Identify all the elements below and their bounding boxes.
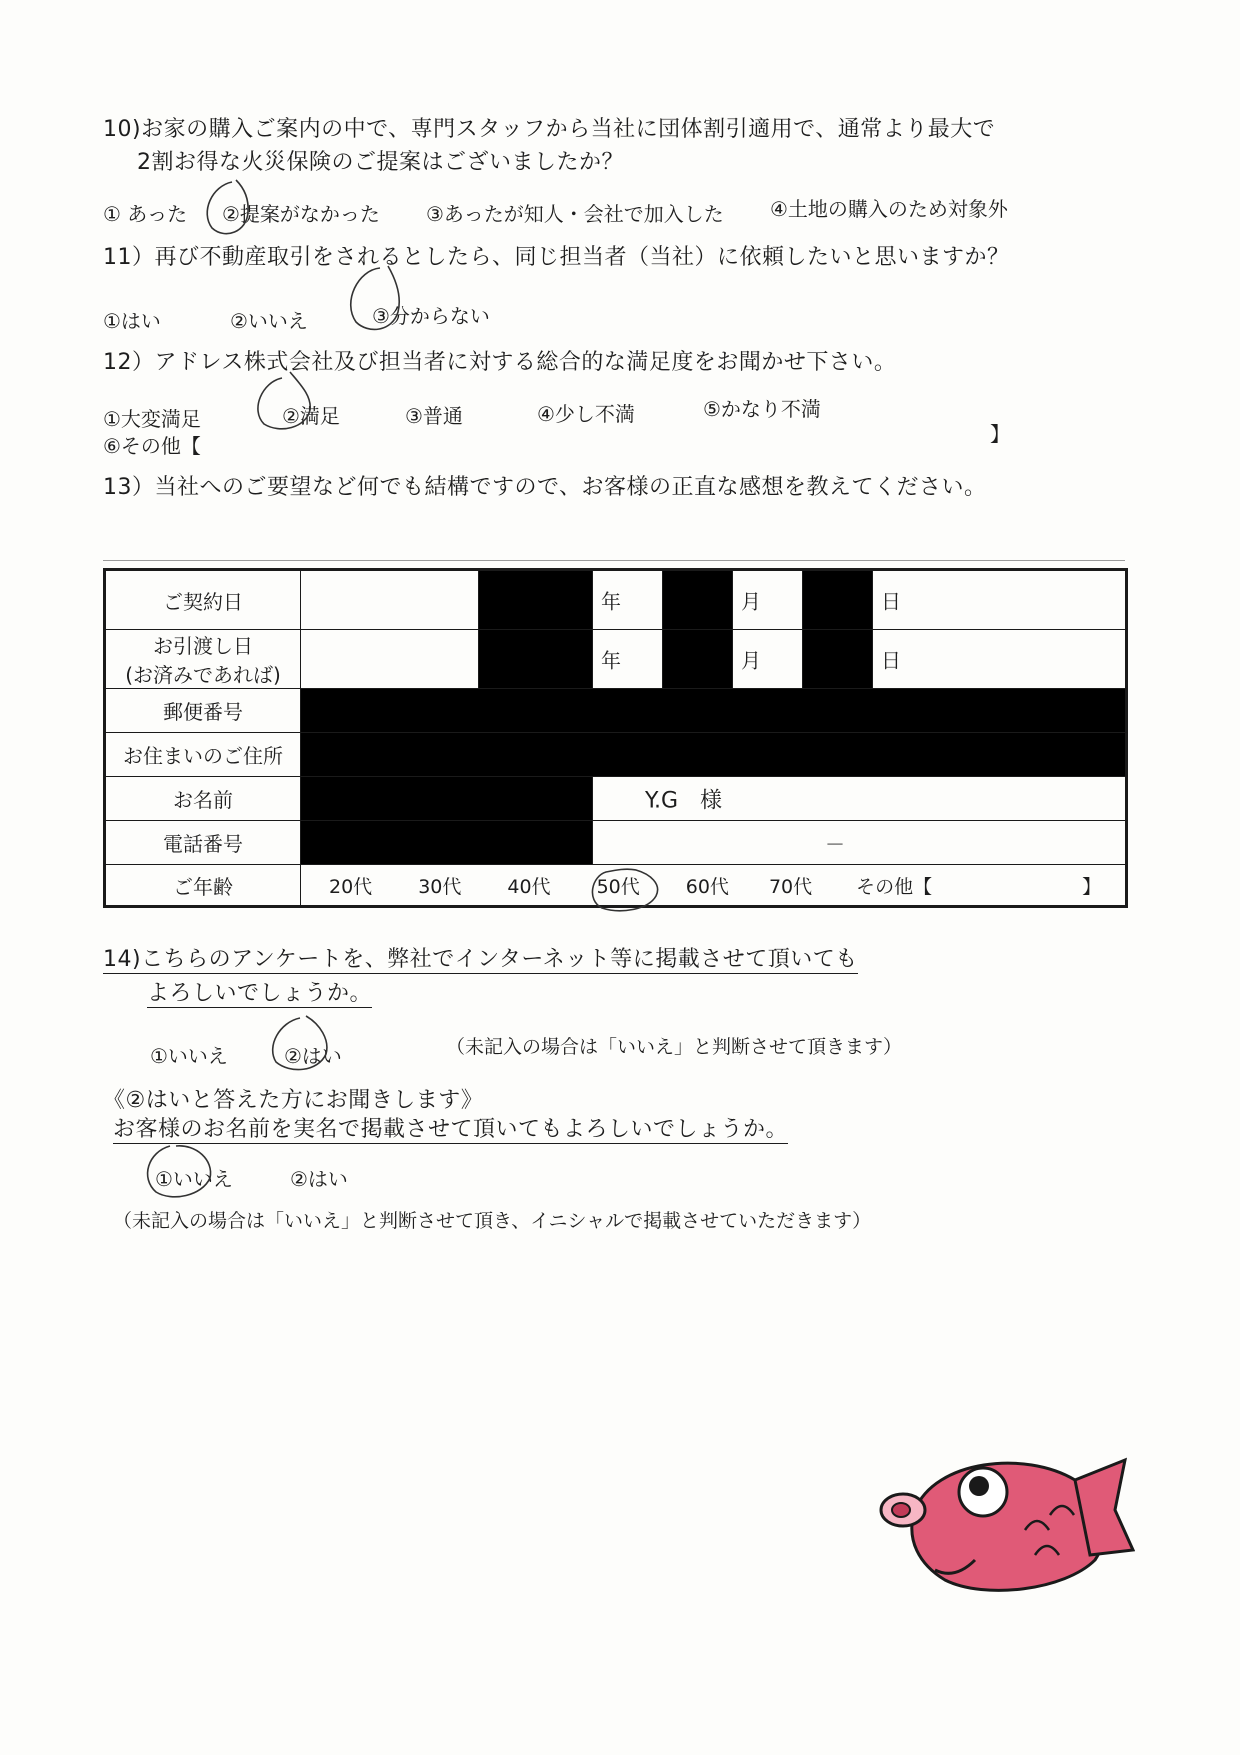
name-value-cell[interactable] — [593, 777, 1127, 821]
name-value: Y.G 様 — [645, 788, 723, 813]
q12-option-1[interactable]: ①大変満足 — [103, 407, 201, 431]
q11-option-3[interactable]: ③分からない — [372, 304, 490, 328]
q10-option-2[interactable]: ②提案がなかった — [222, 202, 380, 226]
move-in-date-label — [105, 630, 301, 689]
age-label: ご年齢 — [105, 865, 301, 907]
q12-option-3[interactable]: ③普通 — [405, 404, 463, 428]
move-in-date-month-redacted — [663, 630, 733, 689]
q10-line1: 10)お家の購入ご案内の中で、専門スタッフから当社に団体割引適用で、通常より最大で — [103, 117, 996, 142]
q12-option-other[interactable]: ⑥その他【 — [103, 434, 201, 458]
customer-info-table — [103, 568, 1128, 908]
contract-date-year[interactable] — [593, 570, 663, 630]
age-option-20s[interactable]: 20代 — [329, 875, 373, 898]
day-unit: 日 — [881, 589, 901, 614]
address-label: お住まいのご住所 — [105, 733, 301, 777]
q14-note: （未記入の場合は「いいえ」と判断させて頂きます） — [446, 1036, 903, 1058]
move-in-date-label-1: お引渡し日 — [153, 634, 253, 658]
q11-option-1[interactable]: ①はい — [103, 309, 161, 333]
phone-value-cell[interactable] — [593, 821, 1127, 865]
q11-question: 11）再び不動産取引をされるとしたら、同じ担当者（当社）に依頼したいと思いますか？ — [103, 245, 1010, 270]
phone-label: 電話番号 — [105, 821, 301, 865]
fish-mouth — [892, 1503, 910, 1517]
q14-line2-text: よろしいでしょうか。 — [147, 981, 373, 1006]
postal-code-redacted — [301, 689, 1127, 733]
contract-date-day-redacted — [803, 570, 873, 630]
q14-line2 — [147, 976, 372, 1007]
q14-sub-header: 《②はいと答えた方にお聞きします》 — [103, 1088, 484, 1113]
age-option-40s[interactable]: 40代 — [507, 875, 551, 898]
postal-code-label: 郵便番号 — [105, 689, 301, 733]
month-unit: 月 — [741, 648, 761, 673]
contract-date-redacted — [479, 570, 593, 630]
q14-sub-option-1[interactable]: ①いいえ — [155, 1167, 233, 1191]
age-option-50s[interactable]: 50代 — [596, 875, 640, 898]
month-unit: 月 — [741, 589, 761, 614]
year-unit: 年 — [601, 589, 621, 614]
q12-option-2[interactable]: ②満足 — [282, 404, 340, 428]
contract-date-era[interactable] — [301, 570, 479, 630]
move-in-date-month[interactable] — [733, 630, 803, 689]
move-in-date-label-2: (お済みであれば) — [125, 663, 281, 687]
q14-sub-question-text: お客様のお名前を実名で掲載させて頂いてもよろしいでしょうか。 — [113, 1117, 789, 1142]
year-unit: 年 — [601, 648, 621, 673]
name-redacted — [301, 777, 593, 821]
q14-sub-option-2[interactable]: ②はい — [290, 1167, 348, 1191]
age-other-close: 】 — [1082, 875, 1102, 898]
q12-option-4[interactable]: ④少し不満 — [537, 402, 635, 426]
move-in-date-year[interactable] — [593, 630, 663, 689]
q10-option-4[interactable]: ④土地の購入のため対象外 — [770, 197, 1008, 221]
move-in-date-era[interactable] — [301, 630, 479, 689]
q13-answer-area-line — [103, 560, 1125, 561]
q12-other-close: 】 — [990, 422, 1010, 446]
age-option-60s[interactable]: 60代 — [685, 875, 729, 898]
q14-sub-question — [113, 1112, 788, 1143]
q10-line2: 2割お得な火災保険のご提案はございましたか？ — [137, 150, 624, 175]
age-option-30s[interactable]: 30代 — [418, 875, 462, 898]
address-redacted — [301, 733, 1127, 777]
name-label: お名前 — [105, 777, 301, 821]
contract-date-day[interactable] — [873, 570, 1127, 630]
phone-redacted — [301, 821, 593, 865]
day-unit: 日 — [881, 648, 901, 673]
q12-question: 12）アドレス株式会社及び担当者に対する総合的な満足度をお聞かせ下さい。 — [103, 350, 897, 375]
move-in-date-day[interactable] — [873, 630, 1127, 689]
q10-option-3[interactable]: ③あったが知人・会社で加入した — [426, 202, 724, 226]
contract-date-label: ご契約日 — [105, 570, 301, 630]
q14-option-1[interactable]: ①いいえ — [150, 1044, 228, 1068]
fish-mascot-illustration — [875, 1440, 1135, 1600]
contract-date-month[interactable] — [733, 570, 803, 630]
q12-option-5[interactable]: ⑤かなり不満 — [703, 397, 821, 421]
move-in-date-redacted — [479, 630, 593, 689]
phone-separator: － — [825, 832, 845, 856]
q11-option-2[interactable]: ②いいえ — [230, 309, 308, 333]
q14-sub-note: （未記入の場合は「いいえ」と判断させて頂き、イニシャルで掲載させていただきます） — [113, 1210, 872, 1232]
q14-line1 — [103, 942, 858, 973]
q10-option-1[interactable]: ① あった — [103, 202, 188, 226]
fish-eye-pupil — [969, 1476, 989, 1496]
contract-date-month-redacted — [663, 570, 733, 630]
age-options — [301, 865, 1125, 905]
move-in-date-day-redacted — [803, 630, 873, 689]
q14-line1-text: 14)こちらのアンケートを、弊社でインターネット等に掲載させて頂いても — [103, 947, 858, 972]
age-option-other[interactable]: その他【 — [856, 875, 933, 898]
q14-option-2[interactable]: ②はい — [284, 1044, 342, 1068]
q13-question: 13）当社へのご要望など何でも結構ですので、お客様の正直な感想を教えてください。 — [103, 475, 987, 500]
age-option-70s[interactable]: 70代 — [768, 875, 813, 898]
age-options-cell — [301, 865, 1127, 907]
